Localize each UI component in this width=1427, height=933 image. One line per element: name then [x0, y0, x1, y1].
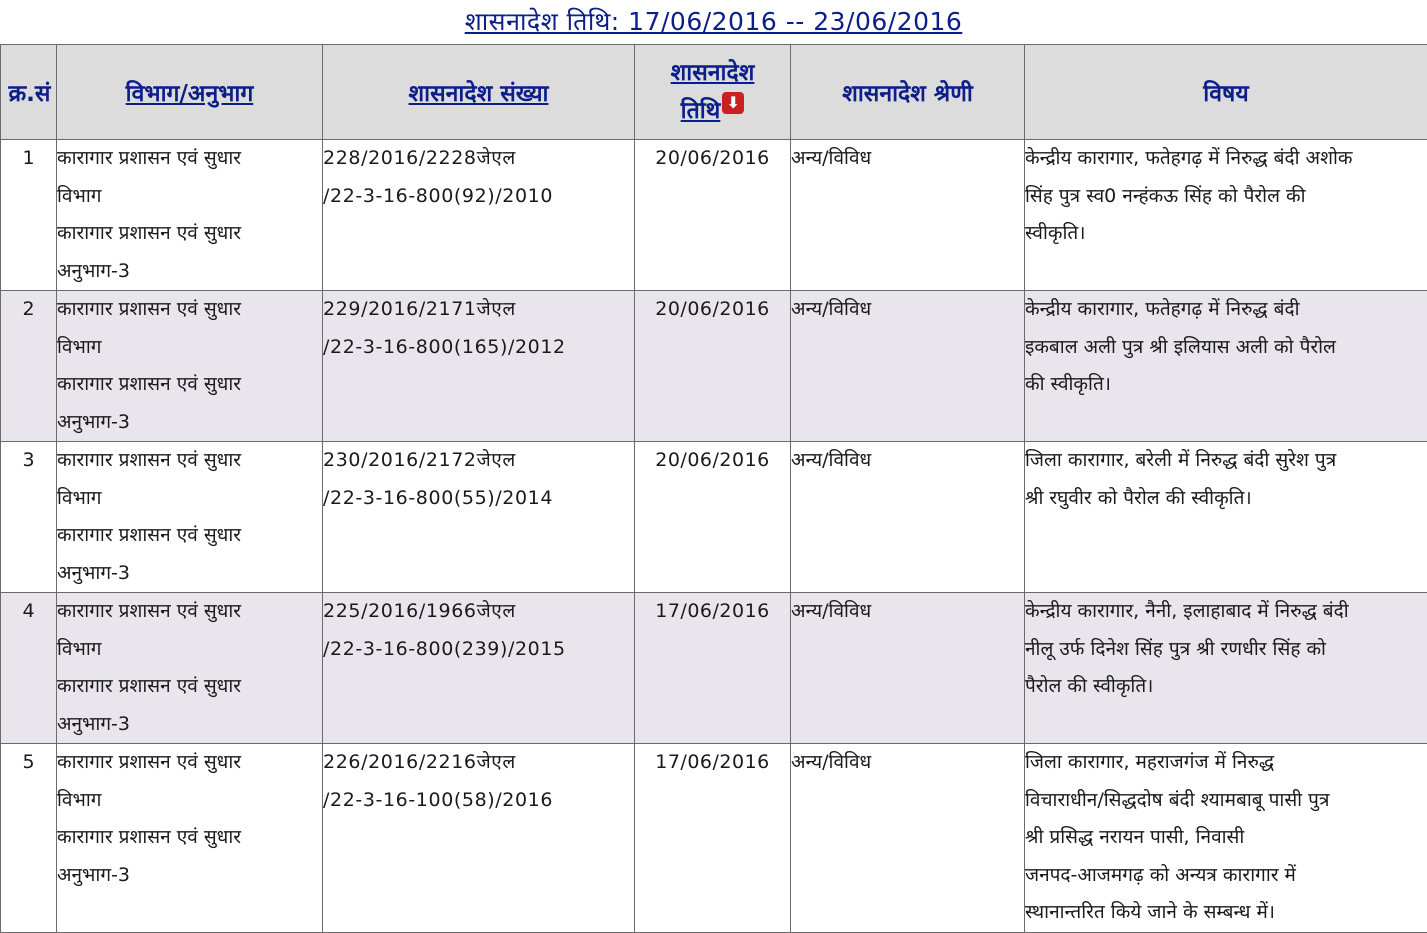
header-order-number[interactable]: [323, 45, 635, 140]
row-sno: 5: [1, 744, 57, 933]
row-order-number: 228/2016/2228जेएल /22-3-16-800(92)/2010: [323, 140, 635, 291]
row-order-date: 17/06/2016: [635, 744, 791, 933]
row-subject: जिला कारागार, बरेली में निरुद्ध बंदी सुरेश पुत्र श्री रघुवीर को पैरोल की स्वीकृति।: [1025, 442, 1427, 593]
sort-descending-icon[interactable]: ⬇: [722, 92, 744, 114]
row-sno: 2: [1, 291, 57, 442]
row-order-date: 20/06/2016: [635, 442, 791, 593]
row-category: अन्य/विविध: [791, 140, 1025, 291]
row-category: अन्य/विविध: [791, 744, 1025, 933]
row-category: अन्य/विविध: [791, 442, 1025, 593]
row-order-number: 230/2016/2172जेएल /22-3-16-800(55)/2014: [323, 442, 635, 593]
title-bar: [0, 0, 1427, 44]
table-row: [1, 140, 1427, 291]
table-row: [1, 291, 1427, 442]
header-category: शासनादेश श्रेणी: [791, 45, 1025, 140]
header-sno: क्र.सं: [1, 45, 57, 140]
row-sno: 4: [1, 593, 57, 744]
sort-by-order-date-link[interactable]: शासनादेश तिथि: [671, 60, 755, 124]
row-order-date: 20/06/2016: [635, 291, 791, 442]
row-order-date: 17/06/2016: [635, 593, 791, 744]
row-order-number: 226/2016/2216जेएल /22-3-16-100(58)/2016: [323, 744, 635, 933]
row-order-date: 20/06/2016: [635, 140, 791, 291]
row-department: कारागार प्रशासन एवं सुधार विभाग कारागार प्रशासन एवं सुधार अनुभाग-3: [57, 140, 323, 291]
header-department[interactable]: [57, 45, 323, 140]
orders-table: [0, 44, 1427, 933]
table-row: [1, 593, 1427, 744]
sort-by-department-link[interactable]: विभाग/अनुभाग: [126, 81, 254, 107]
row-subject: जिला कारागार, महराजगंज में निरुद्ध विचाराधीन/सिद्धदोष बंदी श्यामबाबू पासी पुत्र श्री प्रसिद्ध नरायन पासी, निवासी जनपद-आजमगढ़ को अन्यत्र कारागार में स्थानान्तरित किये जाने के सम्बन्ध में।: [1025, 744, 1427, 933]
sort-by-order-number-link[interactable]: शासनादेश संख्या: [408, 81, 548, 107]
row-order-number: 229/2016/2171जेएल /22-3-16-800(165)/2012: [323, 291, 635, 442]
table-row: [1, 442, 1427, 593]
table-header-row: [1, 45, 1427, 140]
row-subject: केन्द्रीय कारागार, नैनी, इलाहाबाद में निरुद्ध बंदी नीलू उर्फ दिनेश सिंह पुत्र श्री रणधीर सिंह को पैरोल की स्वीकृति।: [1025, 593, 1427, 744]
row-department: कारागार प्रशासन एवं सुधार विभाग कारागार प्रशासन एवं सुधार अनुभाग-3: [57, 593, 323, 744]
header-order-date[interactable]: [635, 45, 791, 140]
table-row: [1, 744, 1427, 933]
row-subject: केन्द्रीय कारागार, फतेहगढ़ में निरुद्ध बंदी इकबाल अली पुत्र श्री इलियास अली को पैरोल की स्वीकृति।: [1025, 291, 1427, 442]
row-department: कारागार प्रशासन एवं सुधार विभाग कारागार प्रशासन एवं सुधार अनुभाग-3: [57, 744, 323, 933]
row-sno: 1: [1, 140, 57, 291]
page-title: शासनादेश तिथि: 17/06/2016 -- 23/06/2016: [465, 4, 963, 38]
row-order-number: 225/2016/1966जेएल /22-3-16-800(239)/2015: [323, 593, 635, 744]
row-subject: केन्द्रीय कारागार, फतेहगढ़ में निरुद्ध बंदी अशोक सिंह पुत्र स्व0 नन्हंकऊ सिंह को पैरोल की स्वीकृति।: [1025, 140, 1427, 291]
row-category: अन्य/विविध: [791, 291, 1025, 442]
row-sno: 3: [1, 442, 57, 593]
row-department: कारागार प्रशासन एवं सुधार विभाग कारागार प्रशासन एवं सुधार अनुभाग-3: [57, 442, 323, 593]
row-category: अन्य/विविध: [791, 593, 1025, 744]
row-department: कारागार प्रशासन एवं सुधार विभाग कारागार प्रशासन एवं सुधार अनुभाग-3: [57, 291, 323, 442]
header-subject: विषय: [1025, 45, 1427, 140]
